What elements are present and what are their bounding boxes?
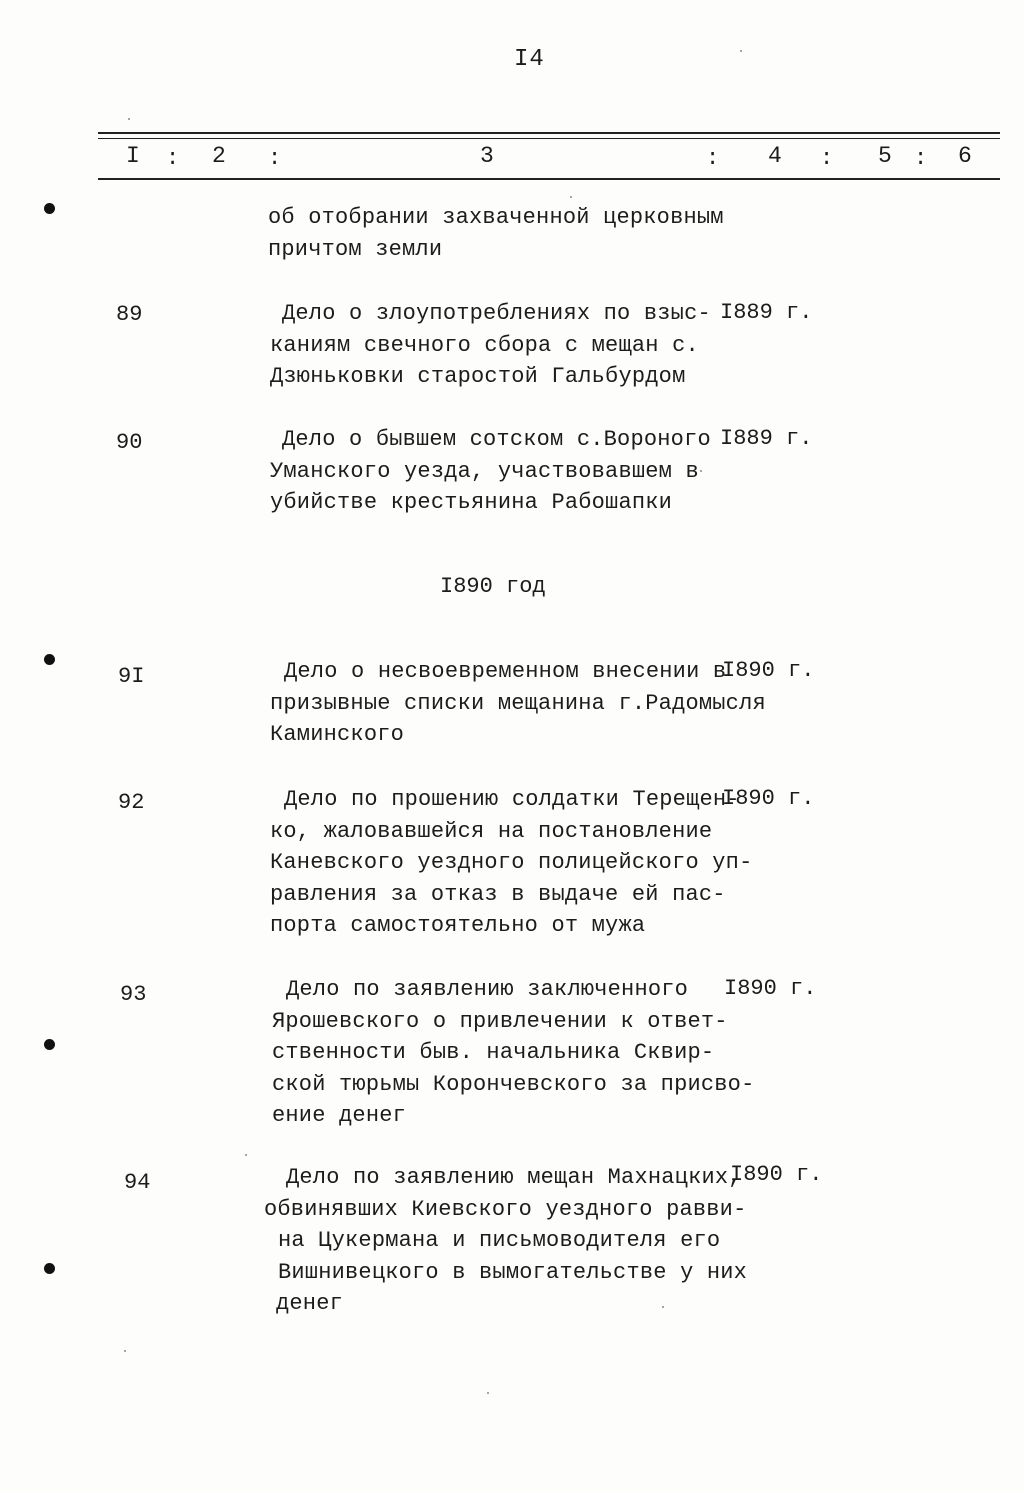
text-line: причтом земли	[268, 236, 443, 262]
text-line: ение денег	[272, 1103, 407, 1128]
text-line: ко, жаловавшейся на постановление	[270, 818, 713, 844]
header-rule-bottom	[98, 178, 1000, 180]
text-line: Дело о злоупотреблениях по взыс-	[282, 301, 711, 326]
entry-date: I890 г.	[730, 1162, 823, 1187]
text-line: Каминского	[270, 722, 405, 747]
scan-speck	[124, 1350, 126, 1352]
text-line: на Цукермана и письмоводителя его	[278, 1228, 721, 1253]
col-5-header: 5	[878, 143, 892, 169]
text-line: денег	[276, 1291, 344, 1316]
col-6-header: 6	[958, 143, 972, 169]
scan-speck	[128, 118, 130, 120]
text-line: ской тюрьмы Корончевского за присво-	[272, 1071, 755, 1097]
scan-speck	[740, 50, 742, 52]
text-line: Вишнивецкого в вымогательстве у них	[278, 1259, 748, 1285]
column-separator: :	[914, 146, 928, 171]
entry-title	[270, 784, 752, 942]
scan-speck	[245, 1154, 247, 1156]
punch-hole	[44, 203, 55, 214]
text-line: каниям свечного сбора с мещан с.	[270, 332, 699, 358]
entry-date: I889 г.	[720, 426, 813, 451]
text-line: Дело о бывшем сотском с.Вороного	[282, 427, 711, 452]
col-3-header: 3	[480, 143, 494, 169]
text-line: об отобрании захваченной церковным	[268, 205, 724, 230]
text-line: обвинявших Киевского уездного равви-	[264, 1196, 747, 1222]
continuation-text	[268, 202, 724, 265]
header-rule-top	[98, 132, 1000, 134]
text-line: порта самостоятельно от мужа	[270, 913, 646, 938]
text-line: Дело о несвоевременном внесении в	[284, 659, 727, 684]
scan-speck	[700, 470, 702, 472]
entry-date: I890 г.	[722, 786, 815, 811]
text-line: Ярошевского о привлечении к ответ-	[272, 1008, 728, 1034]
column-separator: :	[166, 146, 180, 171]
text-line: Уманского уезда, участвовавшем в	[270, 458, 699, 484]
punch-hole	[44, 1039, 55, 1050]
text-line: призывные списки мещанина г.Радомысля	[270, 690, 766, 716]
entry-title	[264, 1162, 747, 1320]
column-separator: :	[268, 146, 282, 171]
text-line: равления за отказ в выдаче ей пас-	[270, 881, 726, 907]
text-line: Дело по прошению солдатки Терещен-	[284, 787, 740, 812]
text-line: убийстве крестьянина Рабошапки	[270, 490, 673, 515]
text-line: ственности быв. начальника Сквир-	[272, 1040, 715, 1065]
column-separator: :	[820, 146, 834, 171]
punch-hole	[44, 654, 55, 665]
entry-date: I889 г.	[720, 300, 813, 325]
entry-number: 93	[120, 982, 147, 1007]
entry-date: I890 г.	[724, 976, 817, 1001]
col-2-header: 2	[212, 143, 226, 169]
col-4-header: 4	[768, 143, 782, 169]
entry-number: 9I	[118, 664, 145, 689]
entry-number: 92	[118, 790, 145, 815]
entry-title	[270, 298, 711, 393]
entry-number: 90	[116, 430, 143, 455]
text-line: Дзюньковки старостой Гальбурдом	[270, 364, 686, 389]
column-separator: :	[706, 146, 720, 171]
col-1-header: I	[126, 143, 140, 169]
entry-title	[270, 424, 711, 519]
entry-title	[272, 974, 754, 1132]
page-number: I4	[514, 46, 545, 73]
text-line: Дело по заявлению мещан Махнацких,	[286, 1165, 742, 1190]
text-line: Каневского уездного полицейского уп-	[270, 850, 753, 875]
scan-speck	[487, 1392, 489, 1394]
entry-date: I890 г.	[722, 658, 815, 683]
punch-hole	[44, 1263, 55, 1274]
entry-number: 89	[116, 302, 143, 327]
text-line: Дело по заявлению заключенного	[286, 977, 689, 1002]
scan-speck	[570, 196, 572, 198]
entry-title	[270, 656, 766, 751]
scan-speck	[662, 1306, 664, 1308]
header-rule-top-thin	[98, 138, 1000, 139]
year-heading: I890 год	[440, 574, 546, 599]
entry-number: 94	[124, 1170, 151, 1195]
